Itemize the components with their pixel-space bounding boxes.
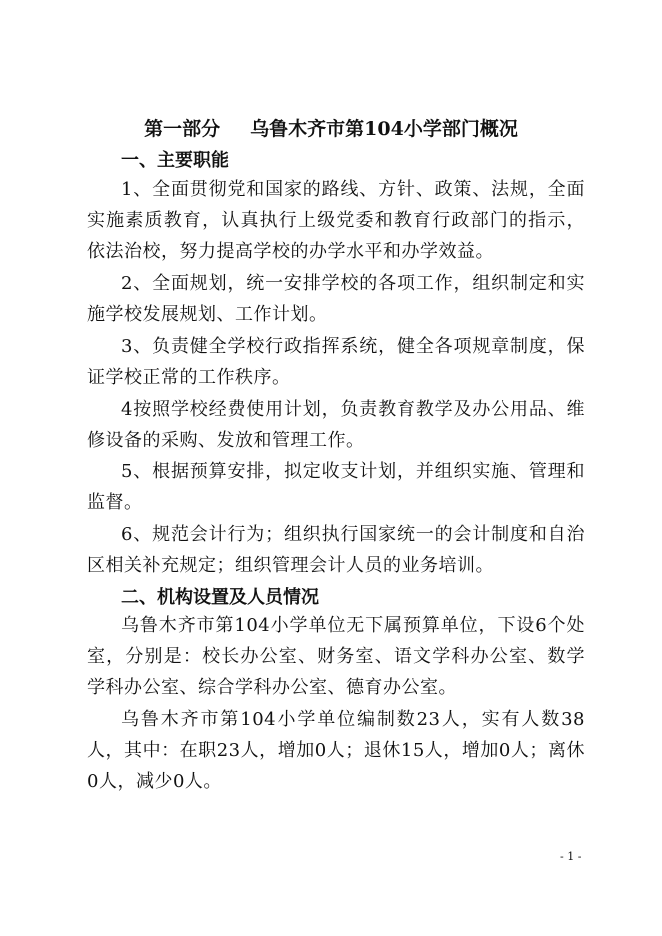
title-main-text: 乌鲁木齐市第104小学部门概况 — [250, 118, 518, 140]
title-part-label: 第一部分 — [144, 118, 221, 140]
paragraph-organization-1: 乌鲁木齐市第104小学单位无下属预算单位，下设6个处室，分别是：校长办公室、财务室、语文学科办公室、数学学科办公室、综合学科办公室、德育办公室。 — [87, 615, 585, 698]
paragraph-function-6: 6、规范会计行为；组织执行国家统一的会计制度和自治区相关补充规定；组织管理会计人员的业务培训。 — [87, 524, 585, 576]
section-heading-main-functions: 一、主要职能 — [121, 150, 229, 171]
paragraph-function-3: 3、负责健全学校行政指挥系统，健全各项规章制度，保证学校正常的工作秩序。 — [87, 336, 585, 388]
page-title — [0, 116, 662, 142]
paragraph-function-2: 2、全面规划，统一安排学校的各项工作，组织制定和实施学校发展规划、工作计划。 — [87, 273, 585, 325]
paragraph-function-5: 5、根据预算安排，拟定收支计划，并组织实施、管理和监督。 — [87, 461, 585, 513]
paragraph-function-4: 4按照学校经费使用计划，负责教育教学及办公用品、维修设备的采购、发放和管理工作。 — [87, 399, 585, 451]
paragraph-function-1: 1、全面贯彻党和国家的路线、方针、政策、法规，全面实施素质教育，认真执行上级党委和教育行政部门的指示，依法治校，努力提高学校的办学水平和办学效益。 — [87, 179, 585, 262]
page-number: - 1 - — [560, 850, 582, 863]
paragraph-organization-2: 乌鲁木齐市第104小学单位编制数23人，实有人数38人，其中：在职23人，增加0人；退休15人，增加0人；离休0人，减少0人。 — [87, 709, 585, 792]
section-heading-organization: 二、机构设置及人员情况 — [121, 587, 319, 608]
